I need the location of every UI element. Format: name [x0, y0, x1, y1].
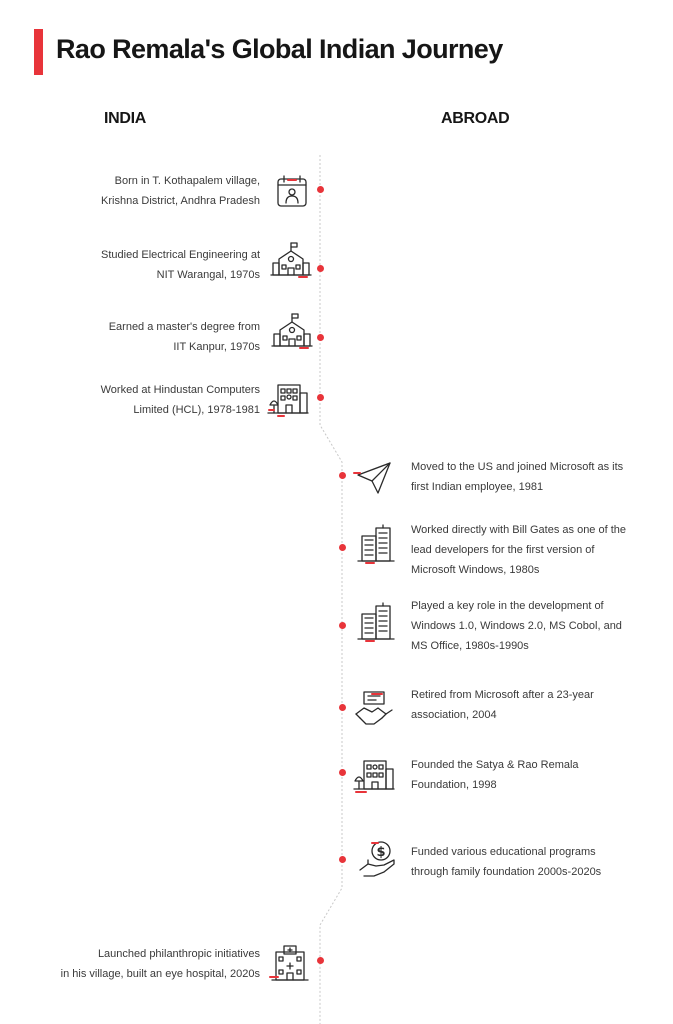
event-text-line: association, 2004	[411, 709, 497, 721]
handshake-icon	[352, 688, 396, 732]
event-text-line: Founded the Satya & Rao Remala	[411, 759, 579, 771]
page-title: Rao Remala's Global Indian Journey	[56, 34, 503, 64]
timeline-dot	[339, 704, 346, 711]
event-text-line: Moved to the US and joined Microsoft as its	[411, 461, 624, 473]
event-text-line: Studied Electrical Engineering at	[101, 249, 260, 261]
timeline-event-text	[411, 755, 651, 795]
school-building-icon	[270, 309, 314, 353]
birth-calendar-icon	[270, 170, 314, 214]
timeline-dot	[317, 394, 324, 401]
paper-plane-icon	[352, 455, 396, 499]
column-heading-india: INDIA	[104, 110, 147, 127]
event-text-line: Launched philanthropic initiatives	[97, 948, 260, 960]
event-text-line: Windows 1.0, Windows 2.0, MS Cobol, and	[411, 620, 622, 632]
event-text-line: Worked directly with Bill Gates as one of the	[411, 524, 627, 536]
timeline-dot	[339, 856, 346, 863]
column-heading-abroad: ABROAD	[441, 110, 510, 127]
event-text-line: first Indian employee, 1981	[411, 481, 544, 493]
event-text-line: MS Office, 1980s-1990s	[411, 640, 529, 652]
timeline-dot	[339, 544, 346, 551]
timeline-event-text	[101, 245, 260, 285]
timeline-dot	[317, 265, 324, 272]
timeline-event-text	[61, 944, 260, 984]
event-text-line: Born in T. Kothapalem village,	[114, 175, 260, 187]
timeline-dot	[317, 334, 324, 341]
timeline-event-text	[411, 457, 651, 497]
foundation-building-icon	[352, 752, 396, 796]
svg-text:$: $	[376, 845, 386, 860]
event-text-line: Microsoft Windows, 1980s	[411, 564, 540, 576]
timeline-dot	[317, 186, 324, 193]
timeline-event-text	[411, 520, 651, 580]
timeline-dot	[339, 472, 346, 479]
timeline-dot	[339, 622, 346, 629]
event-text-line: in his village, built an eye hospital, 2020s	[60, 968, 260, 980]
timeline-dot	[317, 957, 324, 964]
office-building-icon	[266, 376, 310, 420]
event-text-line: Retired from Microsoft after a 23-year	[411, 689, 594, 701]
timeline-event-text	[101, 380, 260, 420]
skyscraper-icon	[354, 522, 398, 566]
event-text-line: NIT Warangal, 1970s	[156, 269, 260, 281]
skyscraper-icon	[354, 600, 398, 644]
event-text-line: lead developers for the first version of	[411, 544, 595, 556]
timeline-event-text	[411, 685, 651, 725]
event-text-line: Played a key role in the development of	[411, 600, 604, 612]
event-text-line: Funded various educational programs	[411, 846, 596, 858]
timeline-event-text	[101, 171, 260, 211]
event-text-line: Worked at Hindustan Computers	[100, 384, 260, 396]
timeline-dot	[339, 769, 346, 776]
event-text-line: Limited (HCL), 1978-1981	[133, 404, 260, 416]
event-text-line: through family foundation 2000s-2020s	[411, 866, 602, 878]
timeline-event-text	[109, 317, 260, 357]
event-text-line: IIT Kanpur, 1970s	[173, 341, 260, 353]
hospital-icon	[268, 942, 312, 986]
money-hand-icon	[356, 838, 400, 882]
timeline-event-text	[411, 842, 651, 882]
school-building-icon	[269, 238, 313, 282]
event-text-line: Krishna District, Andhra Pradesh	[101, 195, 260, 207]
timeline-event-text	[411, 596, 651, 656]
event-text-line: Foundation, 1998	[411, 779, 497, 791]
event-text-line: Earned a master's degree from	[108, 321, 260, 333]
